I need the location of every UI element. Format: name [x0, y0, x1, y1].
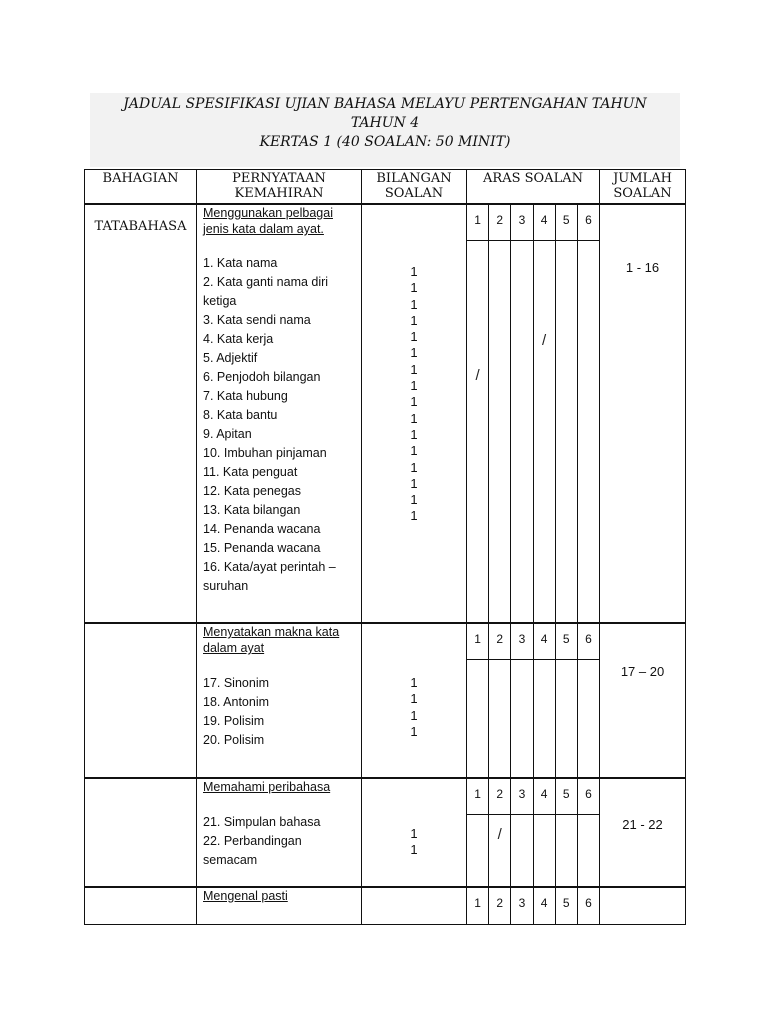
count-value: 1	[410, 826, 418, 841]
skill-item: 15. Penanda wacana	[203, 541, 321, 555]
count-value: 1	[410, 707, 418, 723]
aras-level-number: 1	[467, 624, 488, 660]
count-value: 1	[410, 394, 418, 410]
jumlah-cell: 1 - 16	[600, 204, 686, 623]
bahagian-cell	[85, 623, 197, 778]
skill-cell	[197, 623, 362, 778]
aras-level-number: 1	[467, 779, 488, 815]
aras-column	[534, 205, 556, 622]
aras-level-number: 2	[489, 779, 510, 815]
count-value: 1	[410, 492, 418, 508]
skill-heading: Menggunakan pelbagai jenis kata dalam ayat.	[203, 206, 333, 236]
count-value: 1	[410, 508, 418, 524]
aras-level-number: 1	[467, 205, 488, 241]
aras-column	[467, 205, 489, 622]
skill-item: 4. Kata kerja	[203, 332, 274, 346]
count-value: 1	[410, 842, 418, 858]
skill-item: 16. Kata/ayat perintah – suruhan	[203, 560, 336, 593]
aras-column	[511, 779, 533, 886]
aras-column	[578, 779, 599, 886]
aras-level-number: 2	[489, 624, 510, 660]
document-title-block	[90, 93, 680, 167]
skill-item: 13. Kata bilangan	[203, 503, 301, 517]
skill-item: 7. Kata hubung	[203, 389, 288, 403]
skill-cell	[197, 887, 362, 924]
aras-cell	[467, 623, 600, 778]
header-bilangan: BILANGAN SOALAN	[362, 170, 467, 205]
count-value: 1	[410, 361, 418, 377]
aras-column	[556, 888, 578, 924]
skill-item: 22. Perbandingan semacam	[203, 834, 302, 867]
count-value: 1	[410, 475, 418, 491]
aras-column	[489, 888, 511, 924]
aras-cell	[467, 204, 600, 623]
aras-column	[578, 205, 599, 622]
bahagian-cell	[85, 887, 197, 924]
aras-column	[556, 205, 578, 622]
jumlah-cell: 17 – 20	[600, 623, 686, 778]
aras-column	[489, 205, 511, 622]
skill-item: 10. Imbuhan pinjaman	[203, 446, 327, 460]
skill-item: 9. Apitan	[203, 427, 252, 441]
aras-level-number: 3	[511, 779, 532, 815]
count-value: 1	[410, 345, 418, 361]
bilangan-cell	[362, 887, 467, 924]
bilangan-cell	[362, 778, 467, 887]
count-value: 1	[410, 443, 418, 459]
aras-level-number: 4	[540, 896, 548, 910]
header-aras: ARAS SOALAN	[467, 170, 600, 205]
aras-column	[489, 779, 511, 886]
aras-level-number: 5	[556, 205, 577, 241]
aras-level-number: 1	[474, 896, 481, 910]
jumlah-cell	[600, 887, 686, 924]
title-line-3: KERTAS 1 (40 SOALAN: 50 MINIT)	[259, 134, 511, 150]
aras-level-number: 6	[578, 624, 599, 660]
aras-column	[578, 624, 599, 777]
table-row	[85, 204, 686, 623]
header-pernyataan: PERNYATAAN KEMAHIRAN	[197, 170, 362, 205]
skill-cell	[197, 778, 362, 887]
bahagian-cell: TATABAHASA	[85, 204, 197, 623]
aras-level-number: 3	[511, 205, 532, 241]
skill-item: 2. Kata ganti nama diri ketiga	[203, 275, 329, 308]
jumlah-cell: 21 - 22	[600, 778, 686, 887]
aras-level-number: 6	[585, 896, 592, 910]
aras-column	[511, 624, 533, 777]
aras-column	[556, 779, 578, 886]
skill-item: 12. Kata penegas	[203, 484, 301, 498]
skill-item: 20. Polisim	[203, 733, 265, 747]
skill-item: 5. Adjektif	[203, 351, 258, 365]
table-row	[85, 778, 686, 887]
aras-level-number: 3	[511, 624, 532, 660]
title-line-1: JADUAL SPESIFIKASI UJIAN BAHASA MELAYU PERTENGAHAN TAHUN	[123, 96, 647, 112]
aras-column	[578, 888, 599, 924]
aras-level-number: 5	[556, 624, 577, 660]
aras-column	[534, 779, 556, 886]
aras-level-number: 6	[578, 205, 599, 241]
aras-column	[467, 888, 489, 924]
aras-column	[534, 624, 556, 777]
header-bahagian: BAHAGIAN	[85, 170, 197, 205]
count-value: 1	[410, 410, 418, 426]
count-value: 1	[410, 312, 418, 328]
skill-heading: Memahami peribahasa	[203, 780, 331, 794]
aras-level-number: 4	[534, 624, 555, 660]
skill-item: 1. Kata nama	[203, 256, 278, 270]
count-value: 1	[410, 280, 418, 296]
skill-item: 6. Penjodoh bilangan	[203, 370, 321, 384]
skill-item: 17. Sinonim	[203, 676, 270, 690]
aras-column	[467, 779, 489, 886]
aras-level-number: 4	[534, 205, 555, 241]
aras-tick-mark: /	[475, 367, 480, 384]
aras-column	[556, 624, 578, 777]
aras-column	[511, 205, 533, 622]
aras-grid	[467, 888, 599, 924]
aras-tick-mark: /	[542, 332, 547, 349]
aras-cell	[467, 887, 600, 924]
count-value: 1	[410, 723, 418, 739]
aras-tick-mark: /	[497, 826, 502, 843]
aras-column	[534, 888, 556, 924]
skill-item: 18. Antonim	[203, 695, 270, 709]
count-value: 1	[410, 296, 418, 312]
specification-table	[84, 169, 686, 925]
aras-cell	[467, 778, 600, 887]
table-row	[85, 623, 686, 778]
aras-grid	[467, 624, 599, 777]
skill-cell	[197, 204, 362, 623]
count-value: 1	[410, 691, 418, 707]
aras-column	[467, 624, 489, 777]
bilangan-cell	[362, 204, 467, 623]
count-value: 1	[410, 264, 418, 279]
aras-level-number: 4	[534, 779, 555, 815]
table-header-row	[85, 170, 686, 205]
count-value: 1	[410, 329, 418, 345]
count-value: 1	[410, 459, 418, 475]
aras-level-number: 5	[562, 896, 570, 910]
aras-level-number: 2	[489, 205, 510, 241]
aras-level-number: 2	[496, 896, 504, 910]
aras-column	[511, 888, 533, 924]
skill-item: 11. Kata penguat	[203, 465, 298, 479]
skill-item: 19. Polisim	[203, 714, 265, 728]
skill-item: 21. Simpulan bahasa	[203, 815, 321, 829]
count-value: 1	[410, 426, 418, 442]
title-line-2: TAHUN 4	[350, 115, 420, 131]
count-value: 1	[410, 378, 418, 394]
aras-level-number: 3	[518, 896, 526, 910]
aras-level-number: 6	[578, 779, 599, 815]
aras-column	[489, 624, 511, 777]
bahagian-cell	[85, 778, 197, 887]
aras-grid	[467, 779, 599, 886]
bilangan-cell	[362, 623, 467, 778]
aras-grid	[467, 205, 599, 622]
skill-item: 3. Kata sendi nama	[203, 313, 311, 327]
skill-item: 8. Kata bantu	[203, 408, 278, 422]
skill-item: 14. Penanda wacana	[203, 522, 321, 536]
aras-level-number: 5	[556, 779, 577, 815]
header-jumlah: JUMLAH SOALAN	[600, 170, 686, 205]
table-row	[85, 887, 686, 924]
skill-heading: Mengenal pasti	[203, 889, 288, 903]
count-value: 1	[410, 675, 418, 690]
skill-heading: Menyatakan makna kata dalam ayat	[203, 625, 340, 655]
